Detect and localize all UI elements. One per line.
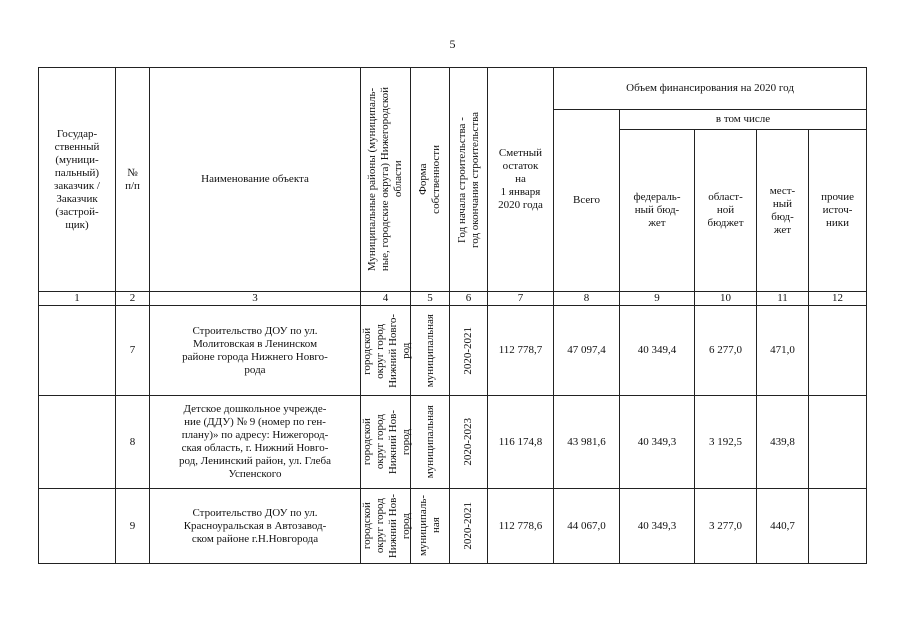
table-row bbox=[39, 396, 867, 489]
customer-cell bbox=[39, 489, 116, 564]
column-number: 10 bbox=[695, 292, 757, 306]
header-regional: област- ной бюджет bbox=[695, 130, 757, 292]
balance-cell: 116 174,8 bbox=[488, 396, 554, 489]
column-number: 11 bbox=[757, 292, 809, 306]
header-districts: Муниципальные районы (муниципаль- ные, городские округа) Нижегородской области bbox=[361, 68, 411, 292]
ownership-cell: муниципальная bbox=[411, 306, 450, 396]
local-cell: 439,8 bbox=[757, 396, 809, 489]
ownership-cell: муниципальная bbox=[411, 396, 450, 489]
local-cell: 471,0 bbox=[757, 306, 809, 396]
column-number: 2 bbox=[116, 292, 150, 306]
other-cell bbox=[809, 489, 867, 564]
balance-cell: 112 778,7 bbox=[488, 306, 554, 396]
district-cell: городской округ город Нижний Нов- город bbox=[361, 396, 411, 489]
years-cell: 2020-2023 bbox=[450, 396, 488, 489]
federal-cell: 40 349,3 bbox=[620, 489, 695, 564]
column-numbers-row bbox=[39, 292, 867, 306]
other-cell bbox=[809, 306, 867, 396]
object-name-cell: Детское дошкольное учрежде- ние (ДДУ) № 9 (номер по ген- плану)» по адресу: Нижегород- ская область, г. Нижний Новго- род, Ленинский район, ул. Глеба Успенского bbox=[150, 396, 361, 489]
regional-cell: 3 277,0 bbox=[695, 489, 757, 564]
object-name-cell: Строительство ДОУ по ул. Молитовская в Ленинском районе города Нижнего Новго- рода bbox=[150, 306, 361, 396]
header-object-name: Наименование объекта bbox=[150, 68, 361, 292]
total-cell: 43 981,6 bbox=[554, 396, 620, 489]
column-number: 3 bbox=[150, 292, 361, 306]
column-number: 7 bbox=[488, 292, 554, 306]
customer-cell bbox=[39, 396, 116, 489]
regional-cell: 3 192,5 bbox=[695, 396, 757, 489]
object-name-cell: Строительство ДОУ по ул. Красноуральская в Автозавод- ском районе г.Н.Новгорода bbox=[150, 489, 361, 564]
header-funding-title: Объем финансирования на 2020 год bbox=[554, 68, 867, 110]
table-row bbox=[39, 489, 867, 564]
column-number: 6 bbox=[450, 292, 488, 306]
page-number: 5 bbox=[449, 37, 456, 51]
column-number: 9 bbox=[620, 292, 695, 306]
total-cell: 44 067,0 bbox=[554, 489, 620, 564]
column-number: 5 bbox=[411, 292, 450, 306]
federal-cell: 40 349,3 bbox=[620, 396, 695, 489]
customer-cell bbox=[39, 306, 116, 396]
other-cell bbox=[809, 396, 867, 489]
years-cell: 2020-2021 bbox=[450, 489, 488, 564]
header-number: № п/п bbox=[116, 68, 150, 292]
header-total: Всего bbox=[554, 110, 620, 292]
ownership-cell: муниципаль- ная bbox=[411, 489, 450, 564]
balance-cell: 112 778,6 bbox=[488, 489, 554, 564]
federal-cell: 40 349,4 bbox=[620, 306, 695, 396]
header-including: в том числе bbox=[620, 110, 867, 130]
header-balance: Сметный остаток на 1 января 2020 года bbox=[488, 68, 554, 292]
row-number: 8 bbox=[116, 396, 150, 489]
total-cell: 47 097,4 bbox=[554, 306, 620, 396]
row-number: 9 bbox=[116, 489, 150, 564]
header-years: Год начала строительства - год окончания строительства bbox=[450, 68, 488, 292]
header-federal: федераль- ный бюд- жет bbox=[620, 130, 695, 292]
header-customer: Государ- ственный (муници- пальный) заказчик / Заказчик (застрой- щик) bbox=[39, 68, 116, 292]
local-cell: 440,7 bbox=[757, 489, 809, 564]
column-number: 1 bbox=[39, 292, 116, 306]
column-number: 12 bbox=[809, 292, 867, 306]
column-number: 4 bbox=[361, 292, 411, 306]
row-number: 7 bbox=[116, 306, 150, 396]
years-cell: 2020-2021 bbox=[450, 306, 488, 396]
column-number: 8 bbox=[554, 292, 620, 306]
district-cell: городской округ город Нижний Новго- род bbox=[361, 306, 411, 396]
header-other: прочие источ- ники bbox=[809, 130, 867, 292]
district-cell: городской округ город Нижний Нов- город bbox=[361, 489, 411, 564]
construction-objects-table bbox=[38, 67, 867, 564]
header-ownership: Форма собственности bbox=[411, 68, 450, 292]
table-row bbox=[39, 306, 867, 396]
regional-cell: 6 277,0 bbox=[695, 306, 757, 396]
header-local: мест- ный бюд- жет bbox=[757, 130, 809, 292]
